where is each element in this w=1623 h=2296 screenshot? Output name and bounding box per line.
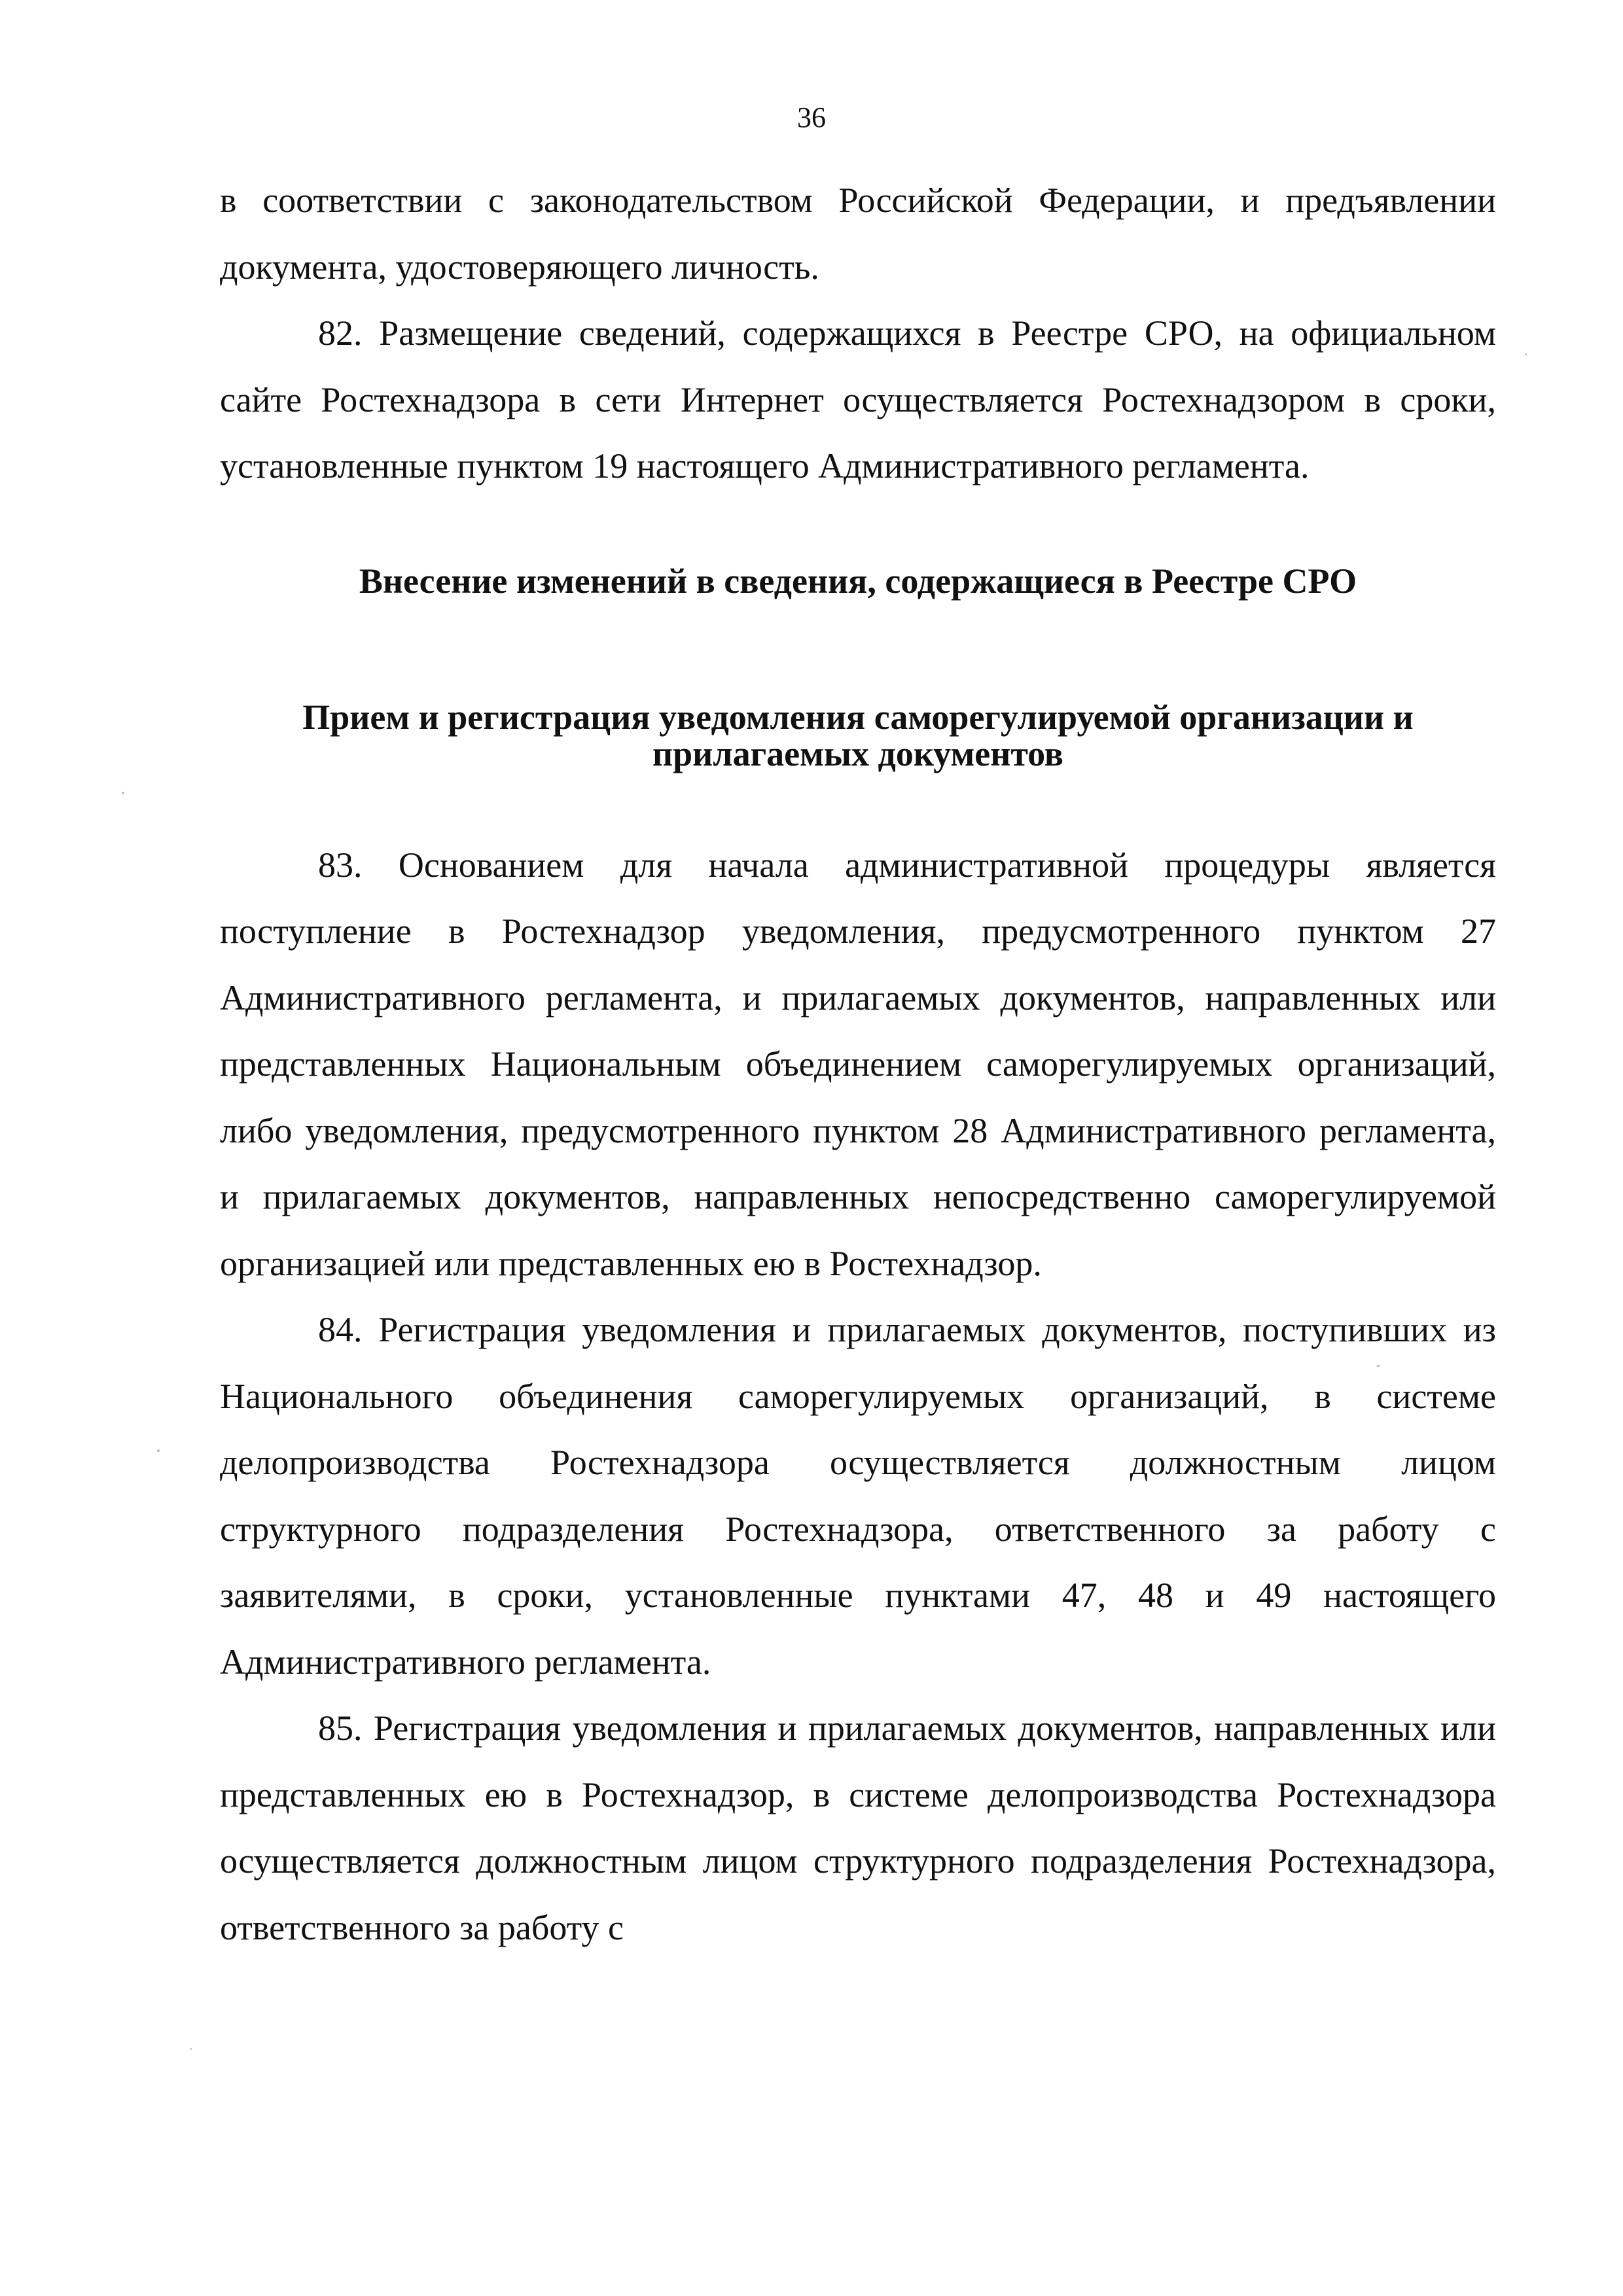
paragraph-83 xyxy=(220,832,1496,1298)
document-body xyxy=(220,168,1496,1961)
scan-speck xyxy=(122,792,124,794)
paragraph-84 xyxy=(220,1297,1496,1695)
page-number: 36 xyxy=(797,101,826,133)
scan-speck xyxy=(190,2048,192,2050)
paragraph-text: Регистрация уведомления и прилагаемых документов, поступивших из Национального объединения саморегулируемых организаций, в системе делопроизводства Ростехнадзора осуществляется должностным лицом структурного подразделения Ростехнадзора, ответственного за работу с заявителями, в сроки, установленные пунктами 47, 48 и 49 настоящего Административного регламента. xyxy=(220,1310,1497,1682)
paragraph-text: Размещение сведений, содержащихся в Реестре СРО, на официальном сайте Ростехнадзора в сети Интернет осуществляется Ростехнадзором в сроки, установленные пунктом 19 настоящего Административного регламента. xyxy=(220,313,1497,486)
paragraph-text: Основанием для начала административной процедуры является поступление в Ростехнадзор уведомления, предусмотренного пунктом 27 Административного регламента, и прилагаемых документов, направленных или представленных Национальным объединением саморегулируемых организаций, либо уведомления, предусмотренного пунктом 28 Административного регламента, и прилагаемых документов, направленных непосредственно саморегулируемой организацией или представленных ею в Ростехнадзор. xyxy=(220,845,1496,1283)
paragraph-85 xyxy=(220,1695,1496,1961)
scan-speck xyxy=(157,1449,160,1452)
scan-speck xyxy=(1376,1365,1380,1367)
paragraph-number: 85. xyxy=(318,1708,363,1748)
paragraph-number: 84. xyxy=(318,1310,363,1349)
scan-speck xyxy=(1525,353,1527,355)
subsection-heading: Прием и регистрация уведомления саморегулируемой организации и прилагаемых документов xyxy=(302,697,1414,773)
paragraph-number: 82. xyxy=(318,313,363,353)
intro-paragraph: в соответствии с законодательством Российской Федерации, и предъявлении документа, удостоверяющего личность. xyxy=(220,181,1496,287)
section-heading: Внесение изменений в сведения, содержащиеся в Реестре СРО xyxy=(359,561,1357,601)
paragraph-text: Регистрация уведомления и прилагаемых документов, направленных или представленных ею в Ростехнадзор, в системе делопроизводства Ростехнадзора осуществляется должностным лицом структурного подразделения Ростехнадзора, ответственного за работу с xyxy=(220,1708,1496,1947)
paragraph-number: 83. xyxy=(318,845,363,885)
paragraph-group xyxy=(220,832,1496,1962)
paragraph-82 xyxy=(220,300,1496,500)
